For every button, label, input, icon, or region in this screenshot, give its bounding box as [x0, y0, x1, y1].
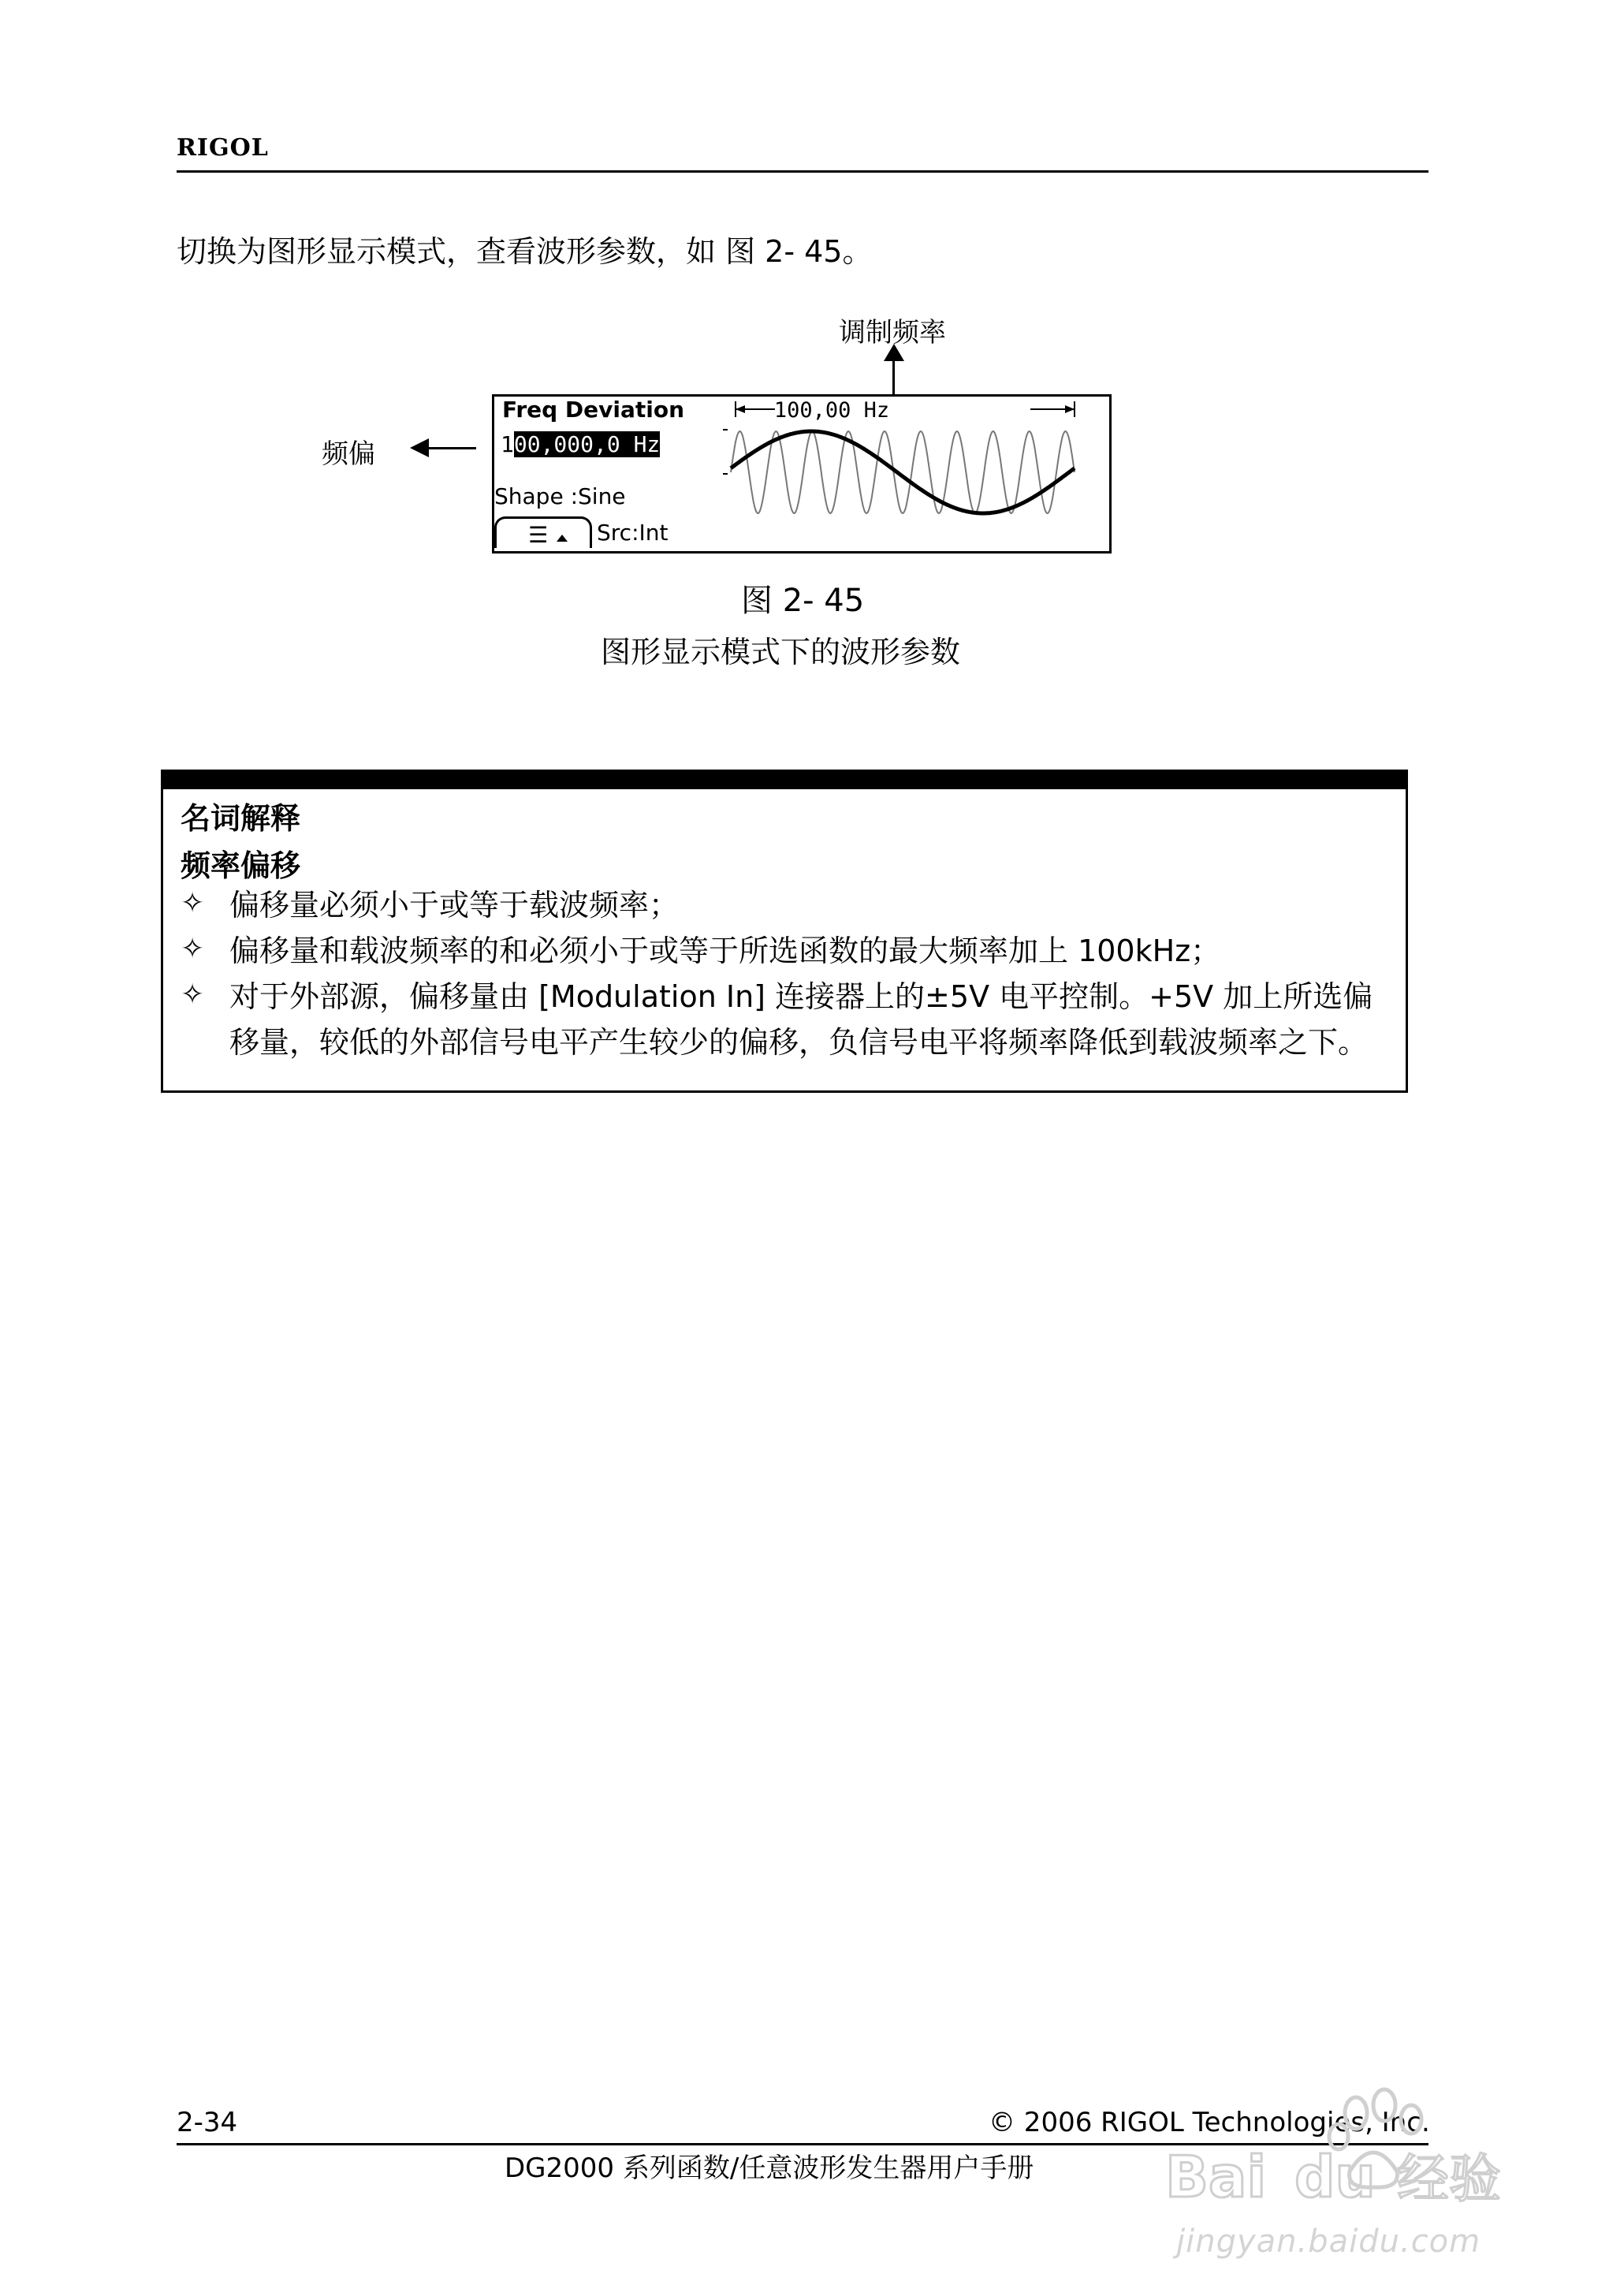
period-arrow-left — [736, 405, 745, 413]
deviation-value — [501, 431, 660, 457]
glossary-header-bar — [163, 772, 1406, 789]
glossary-term: 频率偏移 — [181, 848, 301, 883]
svg-text:du: du — [1294, 2144, 1376, 2210]
period-arrow-right — [1065, 405, 1075, 413]
bullet-icon: ✧ — [181, 978, 205, 1011]
glossary-box — [161, 770, 1408, 1093]
up-arrow-shaft — [892, 356, 895, 399]
bullet-icon: ✧ — [181, 933, 205, 965]
glossary-item: 偏移量和载波频率的和必须小于或等于所选函数的最大频率加上 100kHz； — [229, 934, 1221, 968]
document-icon: ☰ — [528, 522, 549, 548]
value-prefix: 1 — [501, 431, 514, 457]
copyright: © 2006 RIGOL Technologies, Inc. — [989, 2107, 1430, 2138]
intro-paragraph: 切换为图形显示模式，查看波形参数，如 图 2- 45。 — [177, 234, 873, 269]
left-arrow-shaft — [427, 447, 476, 449]
waveform-display — [723, 397, 1109, 551]
figure-caption: 图形显示模式下的波形参数 — [601, 635, 961, 669]
svg-text:Bai: Bai — [1165, 2144, 1267, 2210]
instrument-screen — [492, 394, 1112, 554]
glossary-item: 对于外部源，偏移量由 [Modulation In] 连接器上的±5V 电平控制。+5V 加上所选偏移量，较低的外部信号电平产生较少的偏移，负信号电平将频率降低到载波频率之下。 — [229, 979, 1373, 1060]
glossary-item: 偏移量必须小于或等于载波频率； — [229, 888, 680, 922]
value-highlight: 00,000,0 Hz — [513, 431, 661, 457]
page-number: 2-34 — [177, 2107, 238, 2138]
left-arrow-icon — [410, 438, 429, 457]
source-setting: Src:Int — [597, 520, 669, 546]
screen-title: Freq Deviation — [502, 397, 685, 423]
glossary-title: 名词解释 — [181, 801, 301, 836]
period-label: 100,00 Hz — [773, 398, 890, 423]
brand-logo: RIGOL — [177, 134, 269, 162]
menu-tab — [494, 516, 592, 548]
deviation-label: 频偏 — [322, 438, 375, 470]
caret-up-icon — [557, 535, 568, 542]
modulation-wave — [731, 431, 1075, 513]
shape-setting: Shape :Sine — [494, 483, 626, 509]
baidu-watermark-logo — [1160, 2078, 1539, 2220]
header-rule — [177, 170, 1428, 173]
manual-title: DG2000 系列函数/任意波形发生器用户手册 — [505, 2152, 1034, 2184]
figure-number: 图 2- 45 — [741, 583, 865, 619]
bullet-icon: ✧ — [181, 887, 205, 919]
svg-text:经验: 经验 — [1397, 2149, 1501, 2209]
watermark-url: jingyan.baidu.com — [1176, 2223, 1481, 2260]
modulation-frequency-label: 调制频率 — [839, 317, 946, 348]
